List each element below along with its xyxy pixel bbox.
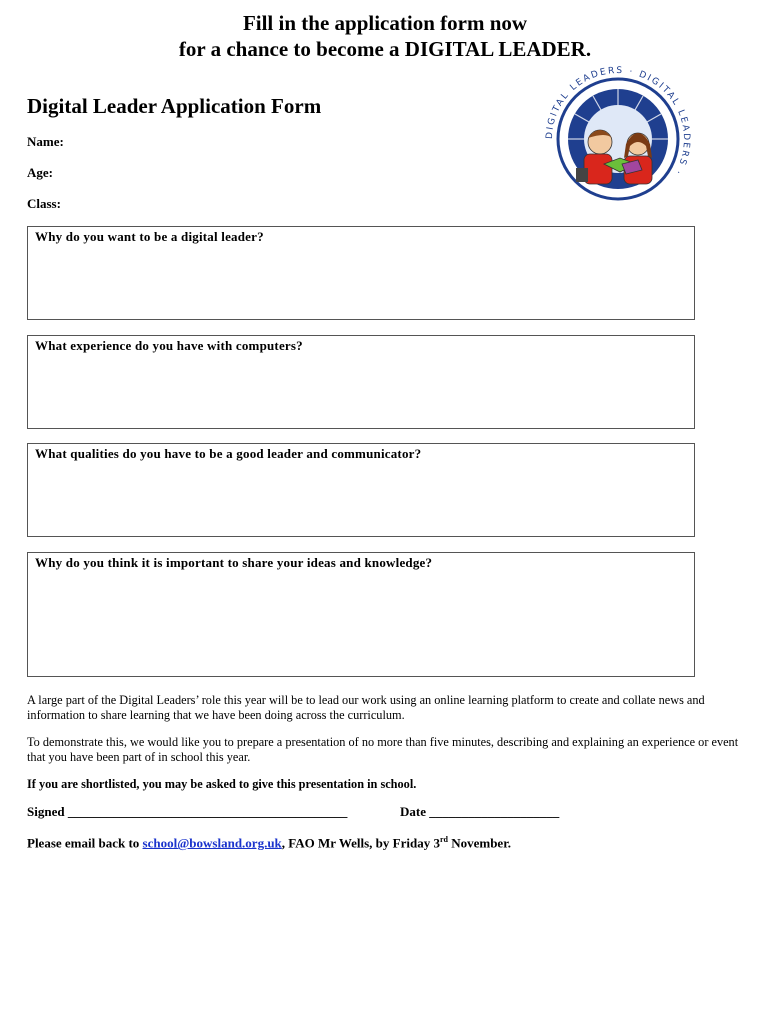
- class-label: Class:: [27, 196, 61, 211]
- question-label: What qualities do you have to be a good leader and communicator?: [35, 446, 422, 461]
- age-label: Age:: [27, 165, 53, 180]
- question-box-3[interactable]: [27, 443, 695, 537]
- question-box-1[interactable]: [27, 226, 695, 320]
- question-box-4[interactable]: [27, 552, 695, 677]
- presentation-paragraph: To demonstrate this, we would like you to prepare a presentation of no more than five minutes, describing and explaining an experience or event that you have been part of in school this year.: [27, 735, 739, 764]
- email-suffix: November.: [447, 835, 512, 851]
- shortlist-note: If you are shortlisted, you may be asked to give this presentation in school.: [27, 777, 417, 791]
- role-paragraph: A large part of the Digital Leaders’ role this year will be to lead our work using an online learning platform to create and collate news and information to share learning that we have been doing across the curriculum.: [27, 693, 705, 722]
- headline: [0, 10, 770, 62]
- question-box-2[interactable]: [27, 335, 695, 429]
- email-link[interactable]: school@bowsland.org.uk: [142, 835, 282, 851]
- email-middle: , FAO Mr Wells, by Friday 3: [281, 835, 440, 851]
- form-title: Digital Leader Application Form: [27, 94, 322, 118]
- digital-leaders-logo: [538, 64, 698, 214]
- signed-line[interactable]: Signed ___________________________________________: [27, 804, 348, 819]
- question-label: Why do you think it is important to share your ideas and knowledge?: [35, 555, 433, 570]
- date-line[interactable]: Date ____________________: [400, 804, 560, 819]
- headline-line-2: for a chance to become a DIGITAL LEADER.: [178, 37, 592, 61]
- logo-ring-text: DIGITAL LEADERS · DIGITAL LEADERS ·: [544, 65, 692, 178]
- name-label: Name:: [27, 134, 64, 149]
- email-prefix: Please email back to: [27, 835, 143, 851]
- date-superscript: rd: [439, 835, 448, 844]
- headline-line-1: Fill in the application form now: [242, 11, 528, 35]
- email-instruction: [27, 835, 511, 851]
- question-label: What experience do you have with computers?: [35, 338, 303, 353]
- question-label: Why do you want to be a digital leader?: [35, 229, 264, 244]
